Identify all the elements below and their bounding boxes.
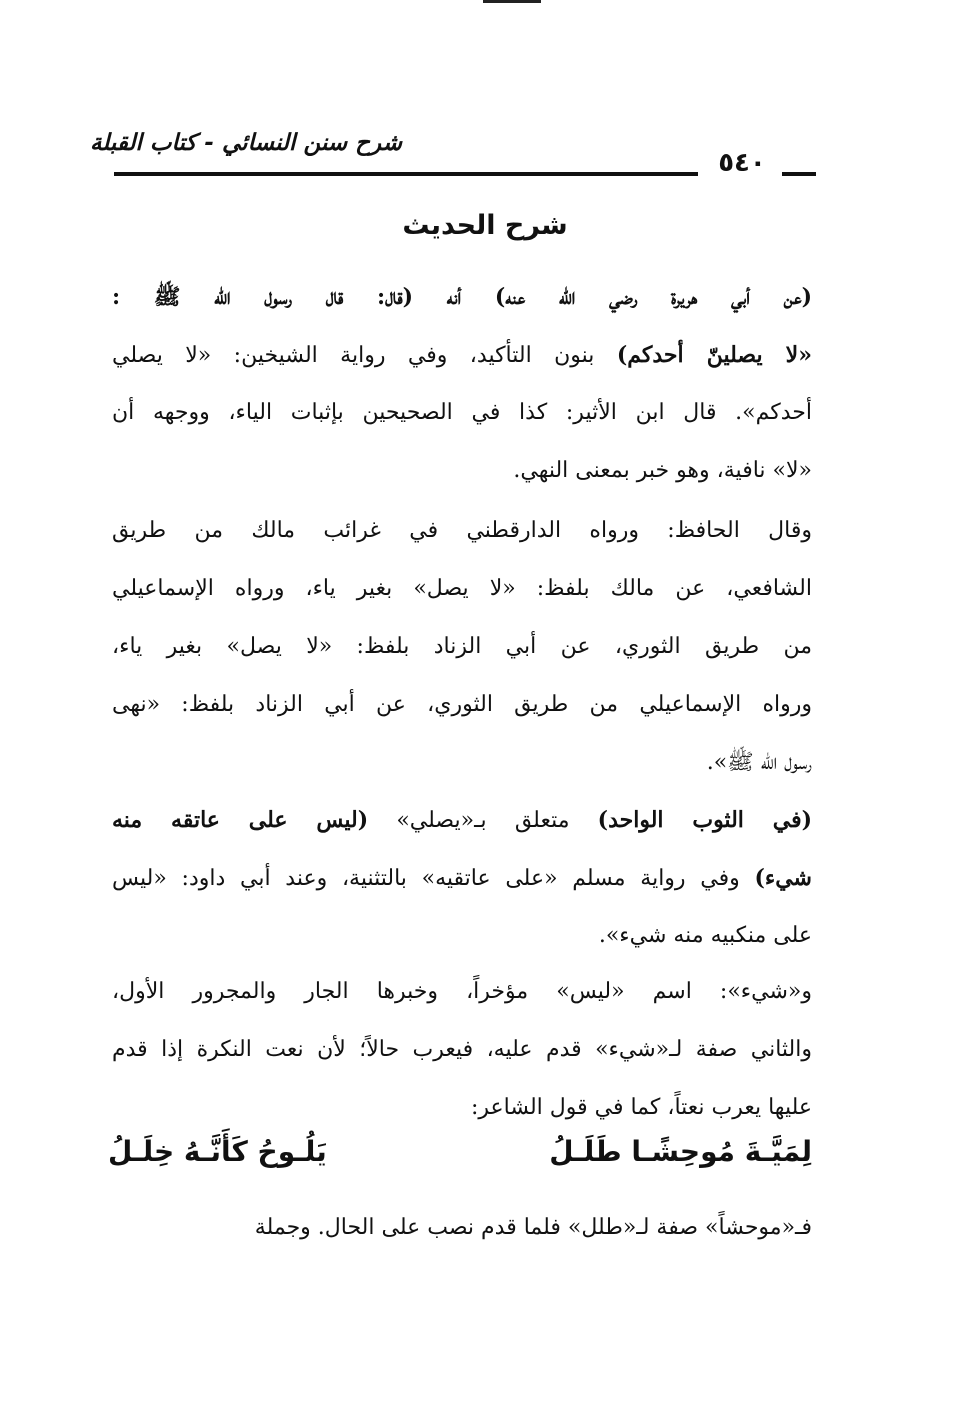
text-segment: «لا» نافية، وهو خبر بمعنى النهي. xyxy=(513,458,812,483)
paragraph-1 xyxy=(112,268,812,500)
running-header-title: شرح سنن النسائي - كتاب القبلة xyxy=(89,130,402,156)
verse-hemistich-first: لِمَيَّـةَ مُوحِشًـا طَلَـلُ xyxy=(549,1135,812,1168)
text-segment: عليها يعرب نعتاً، كما في قول الشاعر: xyxy=(470,1095,812,1120)
text-segment: وفي رواية مسلم «على عاتقيه» بالتثنية، وعند أبي داود: «ليس xyxy=(112,866,755,891)
paragraph-3 xyxy=(112,791,812,965)
text-segment: بنون التأكيد، وفي رواية الشيخين: «لا يصلي xyxy=(112,343,617,368)
text-line xyxy=(112,907,812,965)
text-line xyxy=(112,849,812,907)
text-segment: متعلق بـ«يصلي» xyxy=(368,808,598,833)
text-line xyxy=(112,268,812,326)
section-title: شرح الحديث xyxy=(402,210,568,241)
text-segment: من طريق الثوري، عن أبي الزناد بلفظ: «لا يصل» بغير ياء، xyxy=(112,634,812,659)
text-line xyxy=(112,442,812,500)
paragraph-2 xyxy=(112,502,812,792)
bold-text-segment: «لا يصلينّ أحدكم) xyxy=(616,342,812,368)
poetry-verse xyxy=(108,1135,812,1168)
text-segment: والثاني صفة لـ«شيء» قدم عليه، فيعرب حالاً؛ لأن نعت النكرة إذا قدم xyxy=(112,1037,812,1062)
text-line xyxy=(112,560,812,618)
text-line xyxy=(112,676,812,734)
text-segment: الشافعي، عن مالك بلفظ: «لا يصل» بغير ياء، ورواه الإسماعيلي xyxy=(112,576,812,601)
text-line xyxy=(112,734,812,792)
bold-text-segment: شيء) xyxy=(754,865,812,891)
text-segment: أحدكم». قال ابن الأثير: كذا في الصحيحين بإثبات الياء، ووجهه أن xyxy=(112,400,812,425)
header-rule-short xyxy=(782,172,816,176)
paragraph-4 xyxy=(112,963,812,1137)
bold-text-segment: (ليس على عاتقه منه xyxy=(112,807,369,833)
text-line xyxy=(112,1021,812,1079)
text-segment: وقال الحافظ: ورواه الدارقطني في غرائب مالك من طريق xyxy=(112,518,812,543)
bold-text-segment: (عن أبي هريرة رضي الله عنه) أنه (قال: قال رسول الله ﷺ : xyxy=(112,284,812,310)
final-line xyxy=(112,1199,812,1257)
text-line xyxy=(112,963,812,1021)
text-segment: ورواه الإسماعيلي من طريق الثوري، عن أبي الزناد بلفظ: «نهى xyxy=(112,692,812,717)
text-line xyxy=(112,326,812,384)
verse-hemistich-second: يَلُـوحُ كَأَنَّـهُ خِلَـلُ xyxy=(108,1135,327,1168)
header-rule xyxy=(114,172,698,176)
scan-mark xyxy=(483,0,541,3)
text-line: فـ«موحشاً» صفة لـ«طلل» فلما قدم نصب على الحال. وجملة xyxy=(254,1215,812,1240)
text-segment: و«شيء»: اسم «ليس» مؤخراً، وخبرها الجار والمجرور الأول، xyxy=(112,979,812,1004)
text-line xyxy=(112,502,812,560)
text-segment: على منكبيه منه شيء». xyxy=(598,923,812,948)
text-line xyxy=(112,384,812,442)
text-line xyxy=(112,791,812,849)
text-line xyxy=(112,1079,812,1137)
page-number: ٥٤٠ xyxy=(718,148,766,178)
text-line xyxy=(112,618,812,676)
bold-text-segment: (في الثوب الواحد) xyxy=(597,807,812,833)
text-segment: رسول الله ﷺ». xyxy=(706,750,812,775)
